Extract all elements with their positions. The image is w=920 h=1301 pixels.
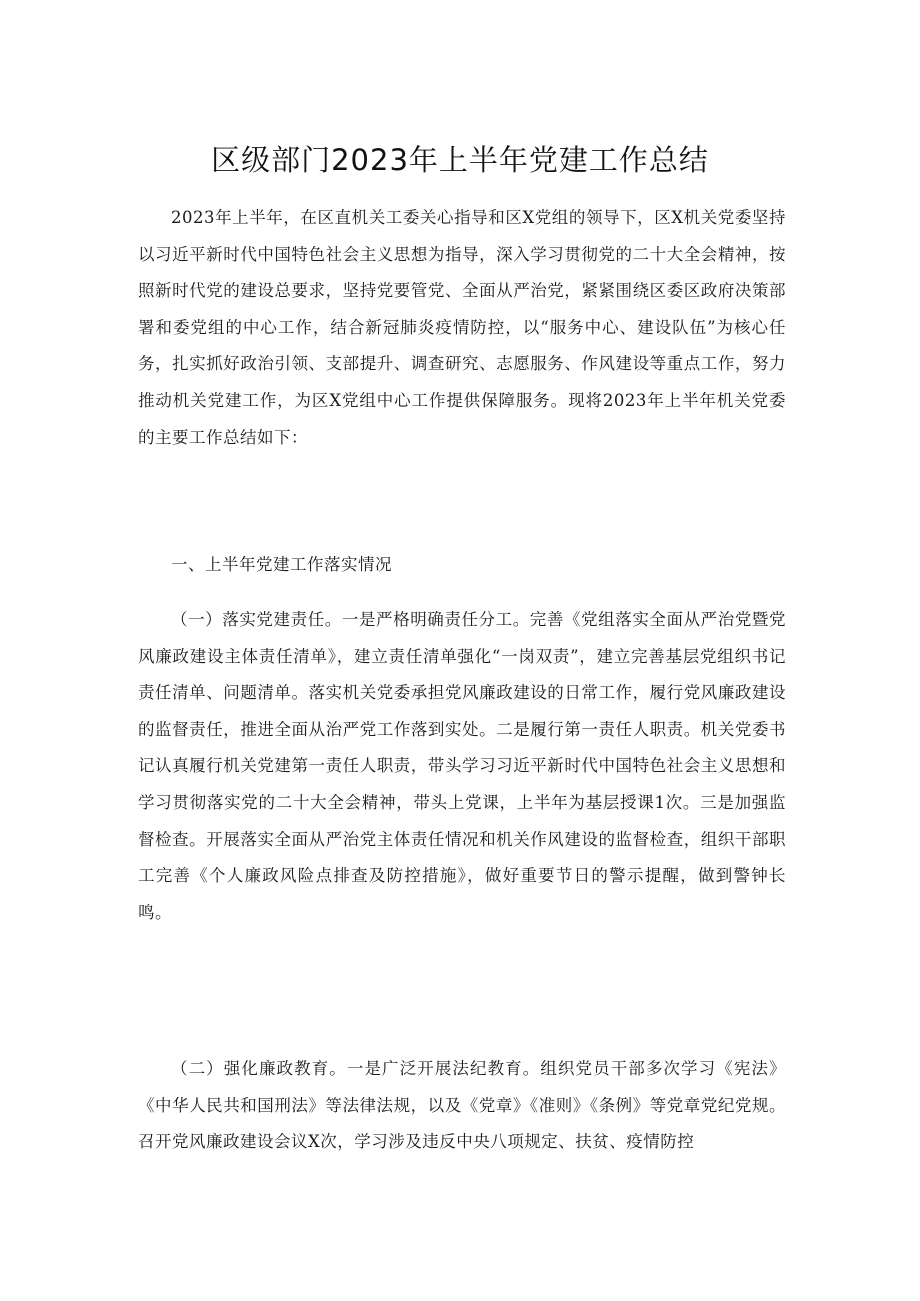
section-heading: 一、上半年党建工作落实情况: [171, 555, 392, 574]
body-paragraph: （一）落实党建责任。一是严格明确责任分工。完善《党组落实全面从严治党暨党风廉政建设主体责任清单》，建立责任清单强化“一岗双责”，建立完善基层党组织书记责任清单、问题清单。落实机关党委承担党风廉政建设的日常工作，履行党风廉政建设的监督责任，推进全面从治严党工作落到实处。二是履行第一责任人职责。机关党委书记认真履行机关党建第一责任人职责，带头学习习近平新时代中国特色社会主义思想和学习贯彻落实党的二十大全会精神，带头上党课，上半年为基层授课1次。三是加强监督检查。开展落实全面从严治党主体责任情况和机关作风建设的监督检查，组织干部职工完善《个人廉政风险点排查及防控措施》，做好重要节日的警示提醒，做到警钟长鸣。: [138, 610, 786, 922]
body-paragraph: （二）强化廉政教育。一是广泛开展法纪教育。组织党员干部多次学习《宪法》《中华人民共和国刑法》等法律法规，以及《党章》《准则》《条例》等党章党纪党规。召开党风廉政建设会议X次，学习涉及违反中央八项规定、扶贫、疫情防控: [138, 1059, 786, 1152]
intro-paragraph: 2023年上半年，在区直机关工委关心指导和区X党组的领导下，区X机关党委坚持以习近平新时代中国特色社会主义思想为指导，深入学习贯彻党的二十大全会精神，按照新时代党的建设总要求，坚持党要管党、全面从严治党，紧紧围绕区委区政府决策部署和委党组的中心工作，结合新冠肺炎疫情防控，以“服务中心、建设队伍”为核心任务，扎实抓好政治引领、支部提升、调查研究、志愿服务、作风建设等重点工作，努力推动机关党建工作，为区X党组中心工作提供保障服务。现将2023年上半年机关党委的主要工作总结如下：: [138, 208, 786, 447]
document-title: 区级部门2023年上半年党建工作总结: [211, 143, 709, 177]
